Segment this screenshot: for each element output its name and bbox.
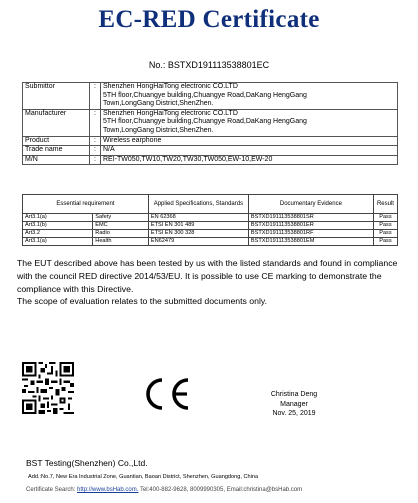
company-address: Add.:No.7, New Era Industrial Zone, Guantian, Baoan District, Shenzhen, Guangdong, China — [28, 474, 259, 480]
info-line: Town,LongGang District,ShenZhen. — [103, 100, 214, 108]
certificate-number: No.: BSTXD191113538801EC — [148, 60, 270, 70]
info-line: Shenzhen HongHaiTong electronic CO.LTD — [103, 109, 238, 117]
info-row-model: M/N : REI-TW050,TW10,TW20,TW30,TW050,EW-10,EW-20 — [23, 155, 398, 165]
table-cell: Art3.1(a) — [23, 238, 93, 246]
table-cell: Art3.1(b) — [23, 222, 93, 230]
col-header-evidence: Documentary Evidence — [248, 195, 373, 214]
statement-paragraph: The EUT described above has been tested by us with the listed standards and found in compliance with the council RED directive 2014/53/EU. It is possible to use CE marking to demonstrate the compliance with this Directive. — [17, 258, 398, 294]
table-cell: BSTXD191113538801RF — [248, 230, 373, 238]
table-cell: EMC — [93, 222, 149, 230]
table-cell: Pass — [373, 222, 397, 230]
statement-scope: The scope of evaluation relates to the submitted documents only. — [17, 296, 267, 307]
ce-mark-icon — [141, 376, 193, 412]
compliance-statement — [17, 257, 405, 308]
col-header-essential: Essential requirement — [23, 195, 149, 214]
signature-block — [246, 390, 342, 419]
table-cell: Radio — [93, 230, 149, 238]
table-cell: Art3.2 — [23, 230, 93, 238]
info-value: N/A — [101, 146, 398, 156]
signature-date: Nov. 25, 2019 — [272, 410, 316, 417]
table-cell: Health — [93, 238, 149, 246]
info-line: Shenzhen HongHaiTong electronic CO.LTD — [103, 83, 238, 90]
info-value — [101, 83, 398, 110]
table-cell: EN62479 — [148, 238, 248, 246]
contact-details: Tel:400-882-9628, 8009990305, Email:christina@bsHab.com — [139, 487, 303, 493]
table-header-row — [23, 195, 398, 214]
info-value: REI-TW050,TW10,TW20,TW30,TW050,EW-10,EW-20 — [101, 155, 398, 165]
certificate-search-label: Certificate Search: — [26, 487, 76, 493]
info-value — [101, 109, 398, 136]
certificate-title: EC-RED Certificate — [98, 6, 320, 33]
table-cell: Safety — [93, 214, 149, 222]
table-cell: Pass — [373, 214, 397, 222]
col-header-result: Result — [373, 195, 397, 214]
info-row-manufacturer: Manufacturer : Shenzhen HongHaiTong electronic CO.LTD 5TH floor,Chuangye building,Chuangye Road,DaKang HengGang Town,LongGang District,ShenZhen. — [23, 109, 398, 136]
info-row-trade-name: Trade name : N/A — [23, 146, 398, 156]
info-row-product: Product : Wireless earphone — [23, 136, 398, 146]
table-cell: BSTXD191113538801EM — [248, 238, 373, 246]
company-name: BST Testing(Shenzhen) Co.,Ltd. — [26, 458, 148, 468]
info-key: Submittor — [23, 83, 90, 110]
table-cell: ETSI EN 300 328 — [148, 230, 248, 238]
table-cell: BSTXD191113538801ER — [248, 222, 373, 230]
col-header-specifications: Applied Specifications, Standards — [148, 195, 248, 214]
qr-code-icon — [22, 362, 74, 414]
table-row — [23, 222, 398, 230]
table-cell: Pass — [373, 230, 397, 238]
info-table — [22, 82, 398, 165]
info-key: Trade name — [23, 146, 90, 156]
table-cell: EN 62368 — [148, 214, 248, 222]
info-value: Wireless earphone — [101, 136, 398, 146]
table-cell: Art3.1(a) — [23, 214, 93, 222]
info-key: Manufacturer — [23, 109, 90, 136]
info-key: M/N — [23, 155, 90, 165]
table-cell: ETSI EN 301 489 — [148, 222, 248, 230]
table-row — [23, 230, 398, 238]
signatory-name: Christina Deng — [270, 391, 318, 398]
info-key: Product — [23, 136, 90, 146]
table-cell: BSTXD191113538801SR — [248, 214, 373, 222]
table-row — [23, 214, 398, 222]
info-line: 5TH floor,Chuangye building,Chuangye Road,DaKang HengGang — [103, 118, 307, 126]
info-row-submittor: Submittor : Shenzhen HongHaiTong electronic CO.LTD 5TH floor,Chuangye building,Chuangye Road,DaKang HengGang Town,LongGang District,ShenZhen. — [23, 83, 398, 110]
info-line: Town,LongGang District,ShenZhen. — [103, 126, 214, 134]
evaluation-table — [22, 194, 398, 246]
contact-line — [26, 487, 302, 493]
table-row — [23, 238, 398, 246]
website-link[interactable]: http://www.bsHab.com. — [77, 487, 139, 493]
signatory-role: Manager — [280, 400, 308, 408]
table-cell: Pass — [373, 238, 397, 246]
info-line: 5TH floor,Chuangye building,Chuangye Road,DaKang HengGang — [103, 91, 307, 99]
